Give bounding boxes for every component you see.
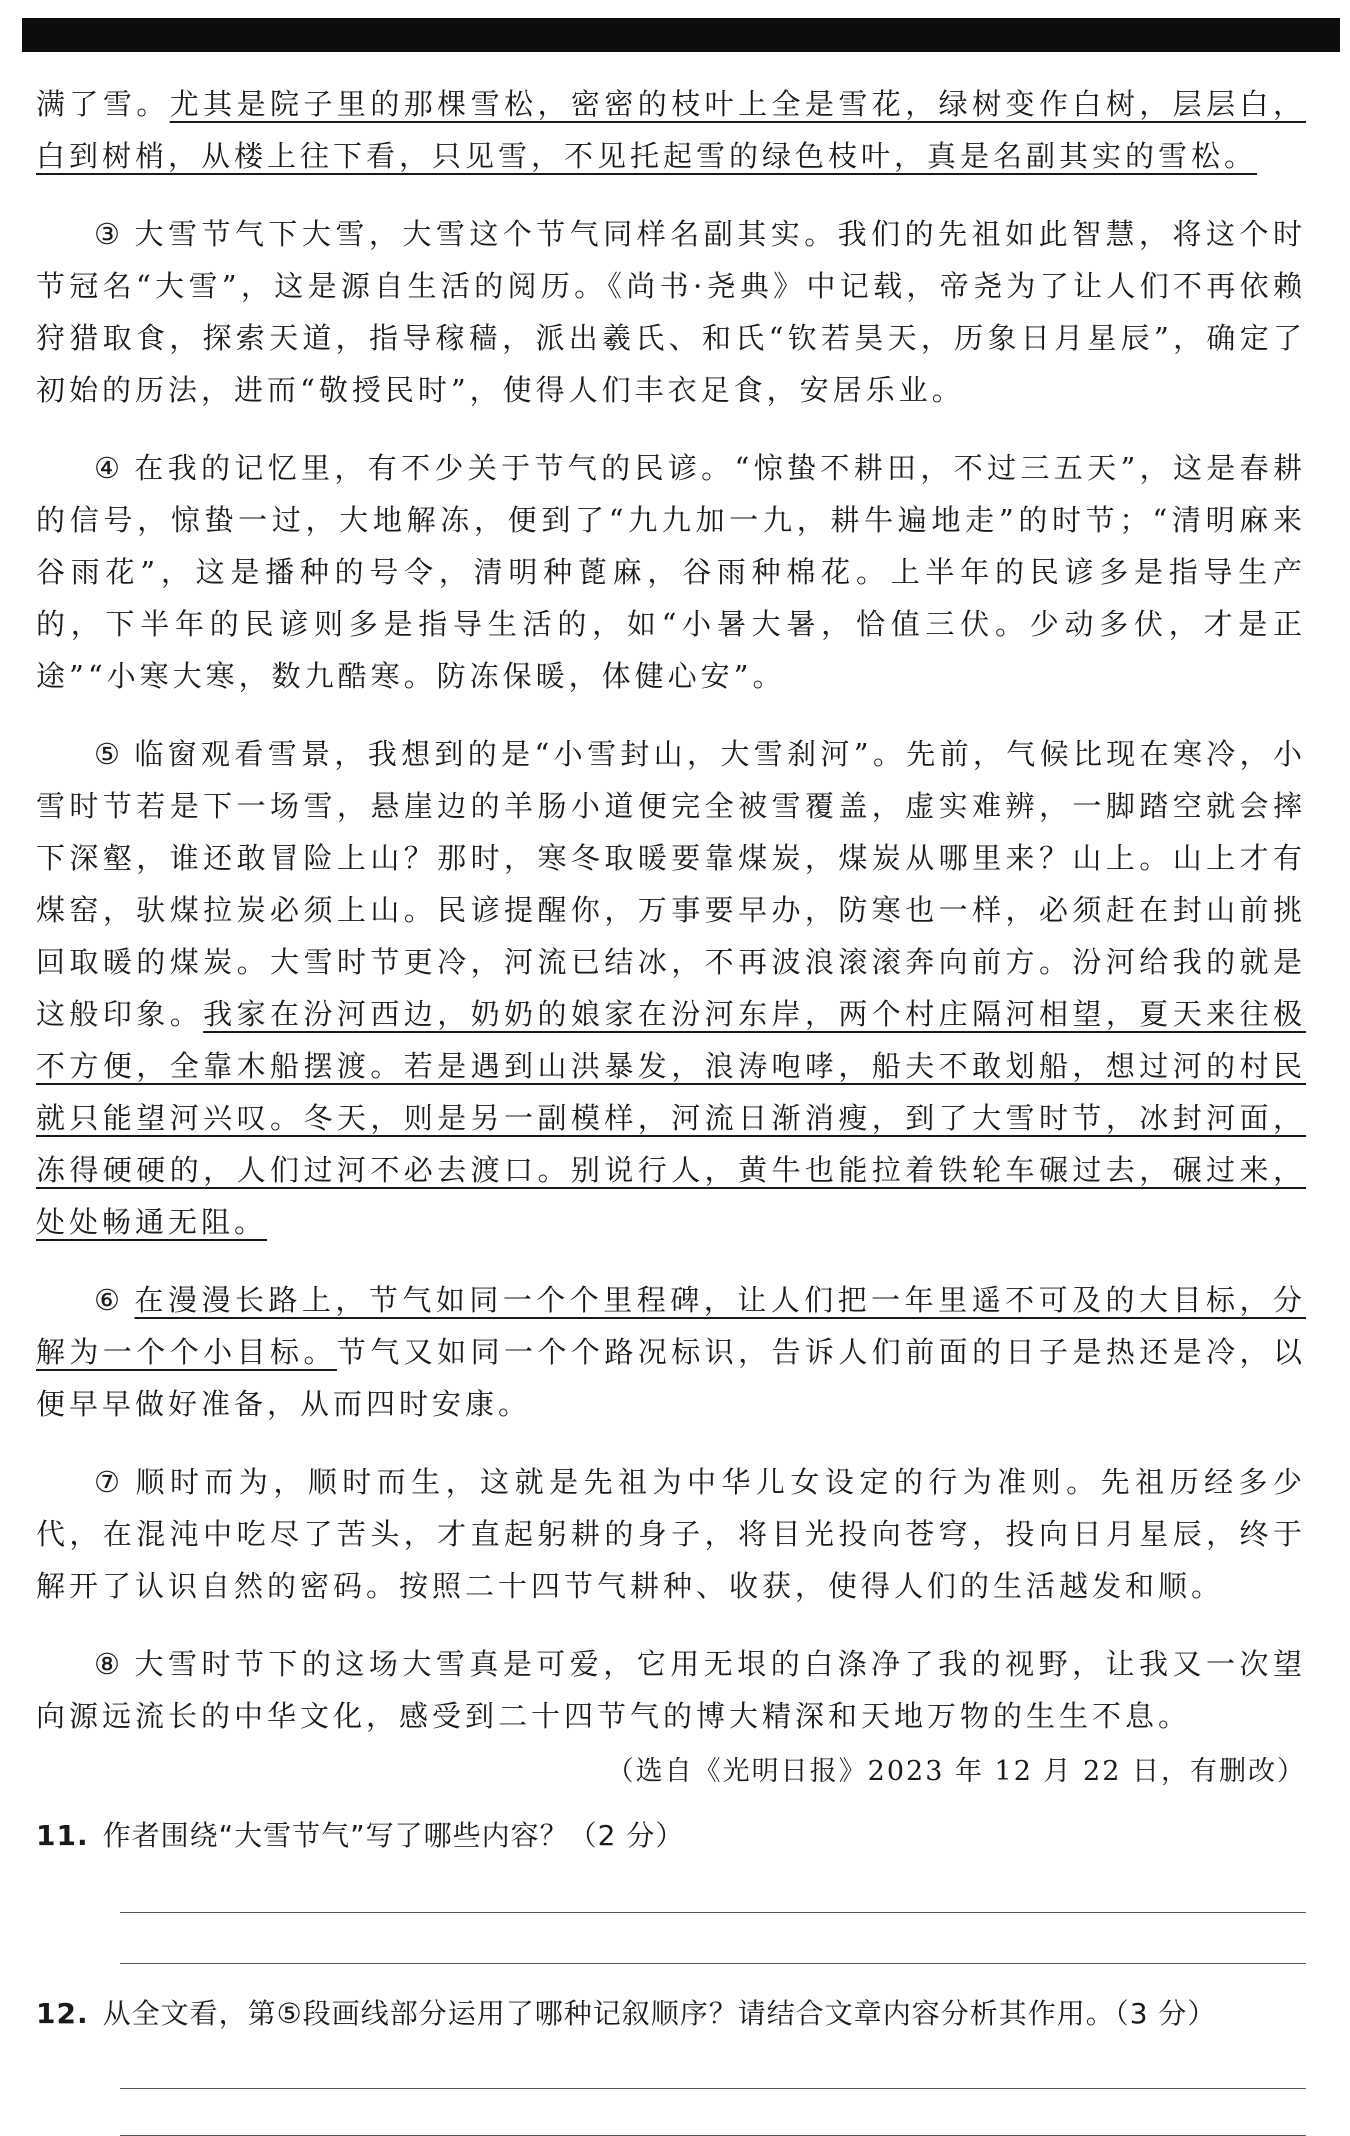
paragraph-number: ⑤ [94,737,125,771]
text-segment: 节气又如同一个个路况标识，告诉人们前面的日子是热还是冷，以便早早做好准备，从而四时安康。 [36,1335,1306,1421]
text-segment: 顺时而为，顺时而生，这就是先祖为中华儿女设定的行为准则。先祖历经多少代，在混沌中吃尽了苦头，才直起躬耕的身子，将目光投向苍穹，投向日月星辰，终于解开了认识自然的密码。按照二十四节气耕种、收获，使得人们的生活越发和顺。 [36,1465,1306,1603]
answer-line[interactable] [120,1963,1306,1964]
top-black-bar [22,18,1340,52]
question-12 [36,1990,1306,2136]
question-prompt: 作者围绕“大雪节气”写了哪些内容？（2 分） [102,1819,685,1852]
text-segment: 临窗观看雪景，我想到的是“小雪封山，大雪刹河”。先前，气候比现在寒冷，小雪时节若是下一场雪，悬崖边的羊肠小道便完全被雪覆盖，虚实难辨，一脚踏空就会摔下深壑，谁还敢冒险上山？那时，寒冬取暖要靠煤炭，煤炭从哪里来？山上。山上才有煤窑，驮煤拉炭必须上山。民谚提醒你，万事要早办，防寒也一样，必须赶在封山前挑回取暖的煤炭。大雪时节更冷，河流已结冰，不再波浪滚滚奔向前方。汾河给我的就是这般印象。 [36,737,1306,1031]
paragraph-4 [36,442,1306,702]
paragraph-number: ③ [94,217,125,251]
paragraph-7 [36,1456,1306,1612]
text-segment: 大雪时节下的这场大雪真是可爱，它用无垠的白涤净了我的视野，让我又一次望向源远流长的中华文化，感受到二十四节气的博大精深和天地万物的生生不息。 [36,1647,1306,1733]
text-segment: 满了雪。 [36,87,170,121]
question-number: 12. [36,1997,89,2030]
question-text [36,1812,1306,1860]
paragraph-5 [36,728,1306,1248]
paragraph-8 [36,1638,1306,1742]
document-body [36,78,1306,2136]
question-number: 11. [36,1819,89,1852]
paragraph-number: ⑧ [94,1647,125,1681]
answer-line[interactable] [120,2088,1306,2089]
question-text [36,1990,1306,2038]
source-citation: （选自《光明日报》2023 年 12 月 22 日，有删改） [606,1756,1306,1787]
text-segment: 在我的记忆里，有不少关于节气的民谚。“惊蛰不耕田，不过三五天”，这是春耕的信号，惊蛰一过，大地解冻，便到了“九九加一九，耕牛遍地走”的时节；“清明麻来谷雨花”，这是播种的号令，清明种蓖麻，谷雨种棉花。上半年的民谚多是指导生产的，下半年的民谚则多是指导生活的，如“小暑大暑，恰值三伏。少动多伏，才是正途”“小寒大寒，数九酷寒。防冻保暖，体健心安”。 [36,451,1306,693]
paragraph-number: ⑦ [94,1465,126,1499]
answer-line[interactable] [120,1912,1306,1913]
paragraph-3 [36,208,1306,416]
underlined-text: 在漫漫长路上，节气如同一个个里程碑，让人们把一年里遥不可及的大目标，分解为一个个小目标。 [36,1283,1306,1369]
paragraph-continuation [36,78,1306,182]
paragraph-number: ④ [94,451,125,485]
question-11 [36,1812,1306,1964]
underlined-text: 我家在汾河西边，奶奶的娘家在汾河东岸，两个村庄隔河相望，夏天来往极不方便，全靠木船摆渡。若是遇到山洪暴发，浪涛咆哮，船夫不敢划船，想过河的村民就只能望河兴叹。冬天，则是另一副模样，河流日渐消瘦，到了大雪时节，冰封河面，冻得硬硬的，人们过河不必去渡口。别说行人，黄牛也能拉着铁轮车碾过去，碾过来，处处畅通无阻。 [36,997,1306,1239]
paragraph-number: ⑥ [94,1283,125,1317]
underlined-text: 尤其是院子里的那棵雪松，密密的枝叶上全是雪花，绿树变作白树，层层白，白到树梢，从楼上往下看，只见雪，不见托起雪的绿色枝叶，真是名副其实的雪松。 [36,87,1306,173]
paragraph-6 [36,1274,1306,1430]
question-prompt: 从全文看，第⑤段画线部分运用了哪种记叙顺序？请结合文章内容分析其作用。（3 分） [102,1997,1217,2030]
text-segment: 大雪节气下大雪，大雪这个节气同样名副其实。我们的先祖如此智慧，将这个时节冠名“大雪”，这是源自生活的阅历。《尚书·尧典》中记载，帝尧为了让人们不再依赖狩猎取食，探索天道，指导稼穑，派出羲氏、和氏“钦若昊天，历象日月星辰”，确定了初始的历法，进而“敬授民时”，使得人们丰衣足食，安居乐业。 [36,217,1306,407]
